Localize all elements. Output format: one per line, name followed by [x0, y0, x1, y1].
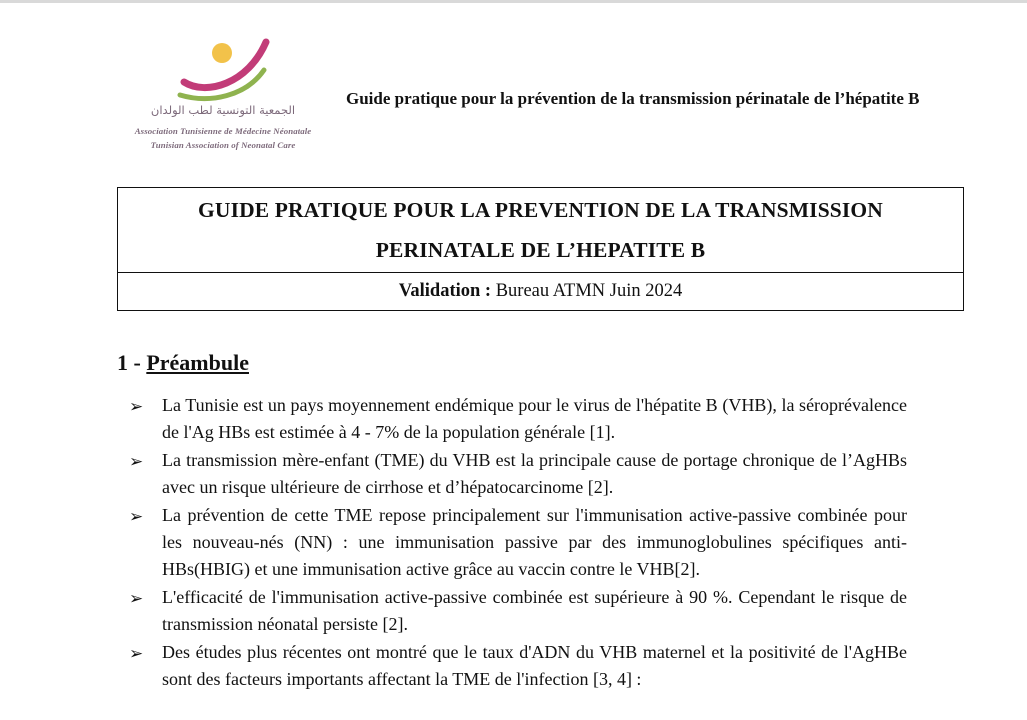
- arrow-bullet-icon: ➢: [129, 644, 144, 664]
- running-header-title: Guide pratique pour la prévention de la transmission périnatale de l’hépatite B: [346, 89, 920, 108]
- list-item: [127, 447, 907, 501]
- bullet-text: L'efficacité de l'immunisation active-passive combinée est supérieure à 90 %. Cependant le risque de transmission néonatal persiste [2].: [162, 587, 907, 634]
- logo-emblem-icon: [176, 38, 272, 102]
- title-main-cell: [118, 188, 963, 273]
- arrow-bullet-icon: ➢: [129, 507, 144, 527]
- title-line-2: PERINATALE DE L’HEPATITE B: [375, 238, 706, 262]
- preamble-bullet-list: [127, 392, 907, 694]
- top-rule: [0, 0, 1027, 3]
- title-line-1: GUIDE PRATIQUE POUR LA PREVENTION DE LA TRANSMISSION: [198, 198, 883, 222]
- logo-french-name: Association Tunisienne de Médecine Néonatale: [134, 126, 312, 136]
- list-item: [127, 639, 907, 693]
- validation-value: Bureau ATMN Juin 2024: [491, 281, 683, 301]
- list-item: [127, 502, 907, 583]
- atmn-logo: [118, 38, 328, 156]
- bullet-text: Des études plus récentes ont montré que le taux d'ADN du VHB maternel et la positivité de l'AgHBe sont des facteurs importants affectant la TME de l'infection [3, 4] :: [162, 642, 907, 689]
- section-heading: [117, 350, 249, 376]
- validation-row: [118, 273, 963, 309]
- section-number: 1 -: [117, 350, 147, 375]
- logo-english-name: Tunisian Association of Neonatal Care: [150, 140, 296, 150]
- arrow-bullet-icon: ➢: [129, 589, 144, 609]
- document-title-box: [117, 187, 964, 311]
- list-item: [127, 584, 907, 638]
- bullet-text: La transmission mère-enfant (TME) du VHB est la principale cause de portage chronique de l’AgHBs avec un risque ultérieure de cirrhose et d’hépatocarcinome [2].: [162, 450, 907, 497]
- validation-label: Validation :: [398, 281, 492, 301]
- bullet-text: La prévention de cette TME repose principalement sur l'immunisation active-passive combinée pour les nouveau-nés (NN) : une immunisation passive par des immunoglobulines spécifiques anti-HBs(HBIG) et une immunisation active grâce au vaccin contre le VHB[2].: [162, 505, 907, 579]
- arrow-bullet-icon: ➢: [129, 452, 144, 472]
- logo-arabic-name: الجمعية التونسية لطب الولدان: [150, 103, 296, 117]
- arrow-bullet-icon: ➢: [129, 397, 144, 417]
- list-item: [127, 392, 907, 446]
- section-title: Préambule: [146, 350, 249, 375]
- bullet-text: La Tunisie est un pays moyennement endémique pour le virus de l'hépatite B (VHB), la séroprévalence de l'Ag HBs est estimée à 4 - 7% de la population générale [1].: [162, 395, 907, 442]
